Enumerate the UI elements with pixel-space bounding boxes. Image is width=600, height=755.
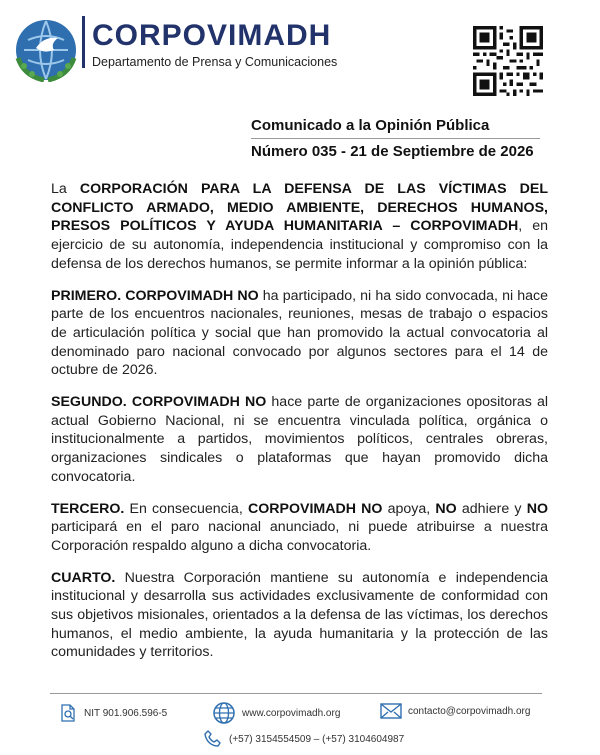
footer-divider <box>50 693 542 694</box>
brand-subtitle: Departamento de Prensa y Comunicaciones <box>92 55 338 69</box>
footer-website[interactable] <box>212 701 340 725</box>
tercero-text-1: En consecuencia, <box>124 500 248 517</box>
email-link[interactable]: contacto@corpovimadh.org <box>408 705 531 717</box>
tercero-text-2: apoya, <box>382 500 436 517</box>
letterhead <box>0 0 600 110</box>
phone-numbers: (+57) 3154554509 – (+57) 3104604987 <box>229 733 405 745</box>
cuarto-heading: CUARTO. <box>51 569 116 586</box>
dove-globe-logo-icon <box>14 18 78 82</box>
segundo-heading: SEGUNDO. CORPOVIMADH NO <box>51 394 267 411</box>
footer-nit <box>58 703 167 723</box>
cuarto-text: Nuestra Corporación mantiene su autonomía e independencia institucional y desarrolla sus actividades exclusivamente de conformidad con sus objetivos misionales, orientados a la defensa de las víctimas, los derechos humanos, el medio ambiente, la ayuda humanitaria y la protección de las comunidades y territorios. <box>51 569 548 661</box>
segundo-text: hace parte de organizaciones opositoras al actual Gobierno Nacional, ni se encuentra vinculada política, orgánica o institucionalmente a partidos, movimientos políticos, centrales obreras, organizaciones sindicales o plataformas que hayan promovido dicha convocatoria. <box>51 394 549 485</box>
tercero-heading: TERCERO. <box>51 500 125 517</box>
primero-paragraph <box>51 287 548 381</box>
title-divider <box>251 138 540 139</box>
envelope-icon <box>380 702 402 720</box>
communique-number-date: Número 035 - 21 de Septiembre de 2026 <box>251 143 534 160</box>
globe-icon <box>212 701 236 725</box>
website-link[interactable]: www.corpovimadh.org <box>242 707 341 719</box>
intro-text: , en ejercicio de su autonomía, independencia institucional y compromiso con la defensa de los derechos humanos, se permite informar a la opinión pública: <box>51 218 548 272</box>
intro-paragraph <box>51 180 548 274</box>
tercero-text-3: adhiere y <box>456 500 527 517</box>
qr-code-icon <box>473 26 543 96</box>
document-search-icon <box>58 703 78 723</box>
brand-name: CORPOVIMADH <box>92 19 332 52</box>
communique-title: Comunicado a la Opinión Pública <box>251 117 490 134</box>
tercero-paragraph <box>51 500 548 556</box>
tercero-text-4: participará en el paro nacional anunciado, ni puede atribuirse a nuestra Corporación respaldo alguno a dicha convocatoria. <box>51 519 548 554</box>
cuarto-paragraph <box>51 569 548 663</box>
header-divider <box>82 16 85 68</box>
footer-email[interactable] <box>380 702 530 720</box>
segundo-paragraph <box>51 393 548 487</box>
tercero-bold-1: CORPOVIMADH NO <box>247 500 383 517</box>
tercero-bold-3: NO <box>526 500 548 517</box>
tercero-bold-2: NO <box>435 500 457 517</box>
primero-text: ha participado, ni ha sido convocada, ni hace parte de los encuentros nacionales, reuniones, mesas de trabajo o espacios de articulación política y social que han promovido la actual convocatoria al denominado paro nacional convocado por algunos sectores para el 14 de octubre de 2026. <box>51 287 548 379</box>
communique-body <box>51 180 548 675</box>
primero-heading: PRIMERO. CORPOVIMADH NO <box>51 287 259 304</box>
footer-phones <box>203 729 404 749</box>
phone-icon <box>203 729 223 749</box>
organization-name: CORPORACIÓN PARA LA DEFENSA DE LAS VÍCTIMAS DEL CONFLICTO ARMADO, MEDIO AMBIENTE, DERECHOS HUMANOS, PRESOS POLÍTICOS Y AYUDA HUMANITARIA – CORPOVIMADH <box>51 181 548 235</box>
nit-text: NIT 901.906.596-5 <box>84 707 168 719</box>
intro-lead: La <box>51 181 80 197</box>
